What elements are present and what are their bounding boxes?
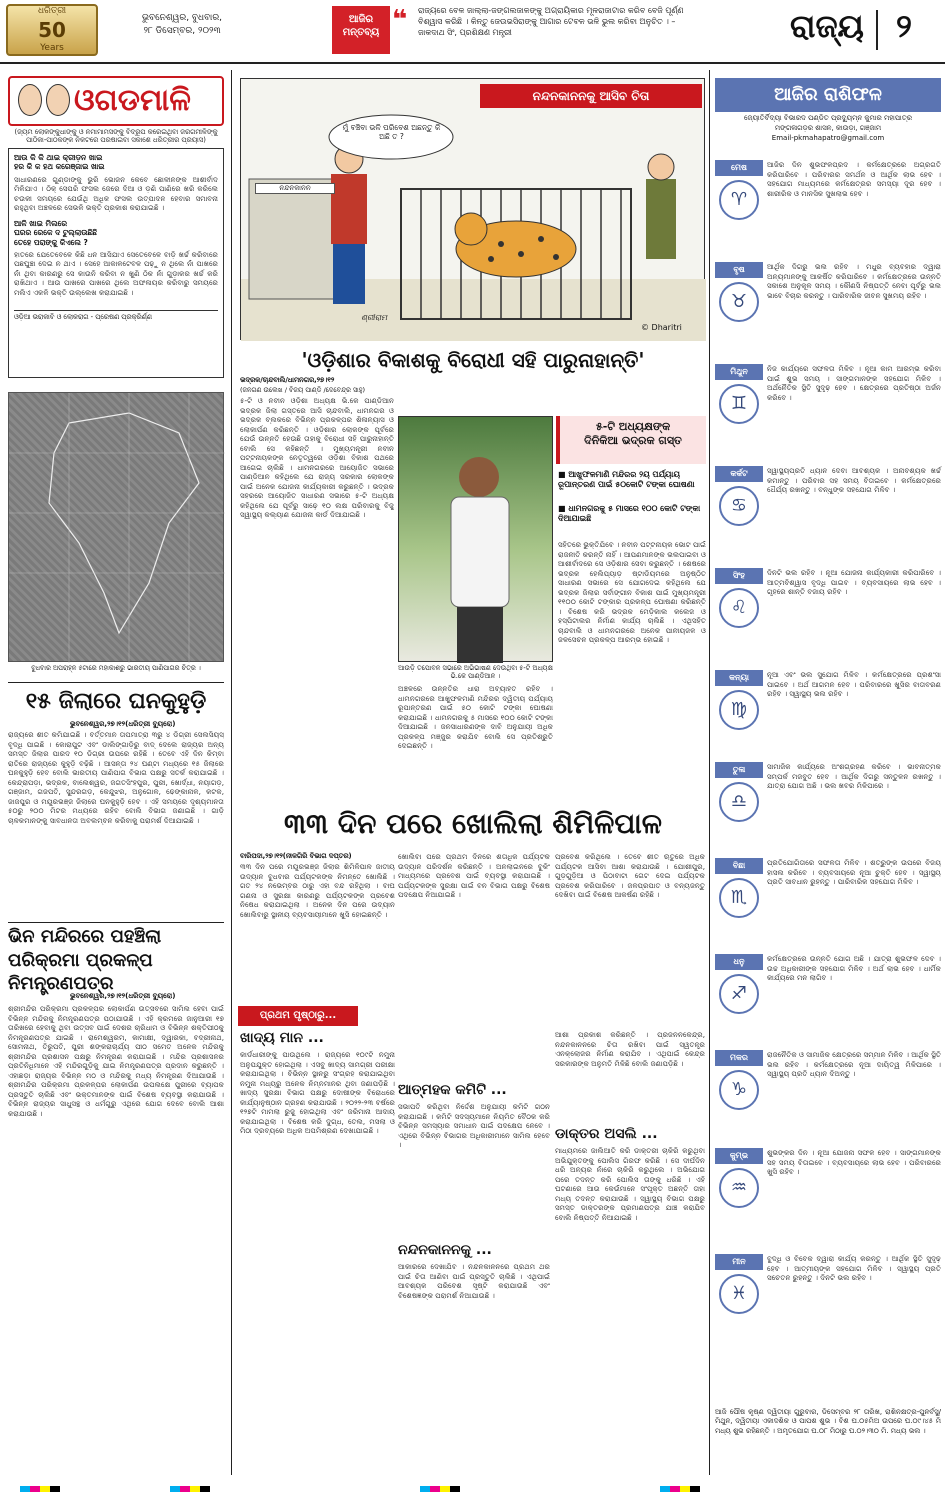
logo-text: ଧରିତ୍ରୀ <box>37 6 67 17</box>
scorpio-icon: ♏ <box>719 878 759 918</box>
similipal-body-b: ଖୋଲିବା ପରେ ପ୍ରଥମ ଦିନରେ ଶତାଧିକ ପର୍ଯ୍ୟଟକ ଉଦ୍ୟାନ ପରିଦର୍ଶନ କରିଛନ୍ତି । ଅନଲାଇନରେ ବୁକିଂ ମାଧ୍ୟମରେ ପ୍ରବେଶ ପାଇଁ ବ୍ୟବସ୍ଥା କରାଯାଇଛି । ପର୍ଯ୍ୟଟକଙ୍କ ସୁରକ୍ଷା ପାଇଁ ବନ ବିଭାଗ ପକ୍ଷରୁ ବିଶେଷ ପଦକ୍ଷେପ ନିଆଯାଇଛି । <box>398 852 550 899</box>
sidebar-heading-2: ଦିନିକିଆ ଭଦ୍ରକ ଗସ୍ତ <box>584 433 682 447</box>
sign-text: ରାଜନୈତିକ ଓ ସାମାଜିକ କ୍ଷେତ୍ରରେ ସମ୍ମାନ ମିଳିବ । ଆର୍ଥିକ ସ୍ଥିତି ଭଲ ରହିବ । କର୍ମକ୍ଷେତ୍ରରେ ନୂଆ ଦାୟିତ୍ୱ ମିଳିପାରେ । ସ୍ୱାସ୍ଥ୍ୟ ପ୍ରତି ଧ୍ୟାନ ଦିଅନ୍ତୁ । <box>767 1050 941 1078</box>
cartoon-banner: ନନ୍ଦନକାନନକୁ ଆସିବ ଚିତା <box>480 84 702 108</box>
aquarius-icon: ♒ <box>719 1168 759 1208</box>
quote-label <box>332 6 390 54</box>
horoscope-address: ମଙ୍ଗଳାଗଡ଼ର ଶାସନ, କାଉଡ଼ା, ଗଞ୍ଜାମ <box>774 123 882 132</box>
lead-photo <box>398 416 553 662</box>
section-divider <box>876 10 878 50</box>
sidebar-heading-1: ୫-ଟି ଅଧ୍ୟକ୍ଷଙ୍କ <box>595 420 671 433</box>
logo-sub: Years <box>40 42 64 53</box>
date-city: ଭୁବନେଶ୍ୱର, ବୁଧବାର, <box>141 13 223 23</box>
sign-label: ମୀନ <box>715 1254 763 1270</box>
riddle-2: ଆଳି ଖାଇ ମିଲରେ ଘରର ରେକେ ଦ ଟୁଲ୍ଲାଉଛିଛି ତେହେ ପରାଙ୍କୁ କିଏଲେ ? <box>14 218 98 247</box>
pisces-icon: ♓ <box>719 1274 759 1314</box>
sign-label: କନ୍ୟା <box>715 670 763 686</box>
date: ୨୮ ଡିସେମ୍ବର, ୨୦୨୩ <box>143 26 221 37</box>
dateline <box>112 12 252 38</box>
sign-label: ମିଥୁନ <box>715 364 763 380</box>
sign-label: ମେଷ <box>715 160 763 176</box>
panchanga-footer: ଆଜି ପୌଷ କୃଷ୍ଣ ଦ୍ୱିତୀୟା ଗୁରୁବାର, ଡିସେମ୍ବର ୨୮ ତାରିଖ, ରାଶିନକ୍ଷତ୍ର-ପୁନର୍ବସୁ/ମିଥୁନ, ଦ୍ୱିତୀୟା ଏକାଦଶିକ ଓ ପାପଶ ଶୁଭ । ବିଶ ଘ.୦୫ମିଅ ଉପରେ ଘ.୦୯।୪୫ ମି ମଧ୍ୟ ଶୁଭ ରହିଛନ୍ତି । ଅମୃତଯୋଗ ଘ.୦୮ ମିଠାରୁ ଘ.୦୨।୩୦ ମି. ମଧ୍ୟ ଭଲ । <box>715 1408 941 1435</box>
sign-text: ସ୍ୱାସ୍ଥ୍ୟପ୍ରତି ଧ୍ୟାନ ଦେବା ଆବଶ୍ୟକ । ଅନାବଶ୍ୟକ ଖର୍ଚ୍ଚ କମାନ୍ତୁ । ପରିବାର ସହ ସମୟ ବିତାଇବେ । କର୍ମକ୍ଷେତ୍ରରେ ଧୈର୍ଯ୍ୟ ରଖନ୍ତୁ । ବନ୍ଧୁଙ୍କ ସହଯୋଗ ମିଳିବ । <box>767 466 941 494</box>
lead-body-a: ୫-ଟି ଓ ନବୀନ ଓଡ଼ିଶା ଅଧ୍ୟକ୍ଷ ଭି.କେ ପାଣ୍ଡିଆନ ଭଦ୍ରକ ଜିଲା ଗସ୍ତରେ ଆସି ଚାନ୍ଦବାଲି, ଧାମନଗର ଓ ଭଦ୍ରକ ବ୍ଲକରେ ବିଭିନ୍ନ ପ୍ରକଳ୍ପର ଶିଳାନ୍ୟାସ ଓ ଲୋକାର୍ପଣ କରିଛନ୍ତି । ଓଡ଼ିଶାର ଲୋକଙ୍କ ପୂର୍ବରେ ଯେଉଁ ଉନ୍ନତି ହେଉଛି ତାହାକୁ ବିରୋଧୀ ସହି ପାରୁନାହାନ୍ତି ବୋଲି ସେ କହିଛନ୍ତି । ମୁଖ୍ୟମନ୍ତ୍ରୀ ନବୀନ ପଟ୍ଟନାୟକଙ୍କ ନେତୃତ୍ୱରେ ଓଡ଼ିଶା ବିକାଶ ପଥରେ ଆଗେଇ ଚାଲିଛି । ଧାମନଗରରେ ଆୟୋଜିତ ସଭାରେ ପାଣ୍ଡିଆନ କହିଥିଲେ ଯେ ରାଜ୍ୟ ସରକାର ଲୋକଙ୍କ ପାଇଁ ଅନେକ ଯୋଜନା କାର୍ଯ୍ୟକାରୀ କରୁଛନ୍ତି । ଭଦ୍ରକ ସହରରେ ଆୟୋଜିତ ସାଧାରଣ ସଭାରେ ୫-ଟି ଅଧ୍ୟକ୍ଷ କହିଥିଲେ ଯେ ପୂର୍ବରୁ ସାଢ଼େ ୧୦ ଲକ୍ଷ ପରିବାରକୁ ବିଜୁ ସ୍ୱାସ୍ଥ୍ୟ କଲ୍ୟାଣ ଯୋଜନା କାର୍ଡ ଦିଆଯାଇଛି । <box>240 396 394 519</box>
similipal-dateline: ବାରିପଦା,୨୭।୧୨(ନୀଳଗିରି ବିଭାଗ ଦପ୍ତର) <box>240 852 352 860</box>
cartoon-copyright: © Dharitri <box>641 323 682 332</box>
logo-years: 50 <box>38 17 66 42</box>
sign-label: ବିଛା <box>715 858 763 874</box>
sign-text: ଆଜିର ଦିନ ଶୁଭଫଳପ୍ରଦ । କର୍ମକ୍ଷେତ୍ରରେ ଅଗ୍ରଗତି କରିପାରିବେ । ପରିବାରର ସମର୍ଥନ ଓ ଆର୍ଥିକ ଲାଭ ହେବ । ସହଯୋଗ ମାଧ୍ୟମରେ କର୍ମକ୍ଷେତ୍ରର ସମସ୍ୟା ଦୂର ହେବ । ଶାରୀରିକ ଓ ମାନସିକ ସୁଖଲାଭ ହେବ । <box>767 160 941 198</box>
sidebar-bullet-1: ■ ଆଖୁଫଳମାଣି ମନ୍ଦିରର ୨ୟ ପର୍ଯ୍ୟାୟ ରୂପାନ୍ତରଣ ପାଇଁ ୫୦କୋଟି ଟଙ୍କା ଘୋଷଣା <box>558 470 695 490</box>
print-color-bar <box>420 1486 460 1492</box>
header-rule <box>0 62 945 64</box>
riddle-1-answer: ସାଧାରଣରେ ଗୁଣ୍ଡାଙ୍କୁ ଭୁରି ଭୋଜନ କେବେ ଛୋଳୀନଙ୍କ ଆଶୀର୍ବାଦ ମିଳିଯାଏ । ଠିକ୍ ସେପରି ଫସଲ ଜେରେ ଦିଆ ଓ ଡ଼ଣି ପାଣିରେ ଖରି କରିଲେ ଚଉକୀ ସମୟରେ ଯେଉଁଥି ଅଧିକ ଫସଲ ଉତ୍ପାଦନ ହେବାର ସମାବନା ରହୁଥିବା ଅଞ୍ଚଳରେ ସେଭଳି ଭକ୍ତି ପ୍ରକାଶ କରାଯାଇଛି । <box>14 174 218 213</box>
aries-icon: ♈ <box>719 180 759 220</box>
sidebar-bullet-2: ■ ଧାମନଗରକୁ ୫ ମାସରେ ୧୦୦ କୋଟି ଟଙ୍କା ଦିଆଯାଇଛି <box>558 504 701 524</box>
cartoon-speech-bubble: ମୁଁ ବଞ୍ଚିବା ଭଳି ପରିବେଶ ଅଛନ୍ତୁ କି ଅଛି ତ ? <box>342 123 441 142</box>
cartoon-drawing <box>241 79 706 341</box>
temple-headline-1: ଭିନ ମନ୍ଦିରରେ ପହଞ୍ଚିଲା <box>8 926 162 947</box>
virgo-icon: ♍ <box>719 690 759 730</box>
sign-label: ବୃଷ <box>715 262 763 278</box>
sign-simha <box>715 568 941 664</box>
sign-kumbha <box>715 1148 941 1244</box>
zoo-cont-body: ଆଶା ପ୍ରକାଶ କରିଛନ୍ତି । ପ୍ରଜନନକେନ୍ଦ୍ର, ନନ୍ଦନକାନନରେ ଚିତା ରଖିବା ପାଇଁ ସ୍ୱତନ୍ତ୍ର ଏନକ୍ଲୋଜର ନିର୍ମାଣ କରାଯିବ । ଏଥିପାଇଁ କେନ୍ଦ୍ର ସରକାରଙ୍କ ଅନୁମତି ମିଳିଛି ବୋଲି ଜଣାପଡ଼ିଛି । <box>555 1030 705 1068</box>
nandankanan-headline: ନନ୍ଦନକାନନକୁ ... <box>398 1242 492 1258</box>
horoscope-title: ଆଜିର ରାଶିଫଳ <box>715 78 941 112</box>
sign-makara <box>715 1050 941 1146</box>
continued-from-front: ପ୍ରଥମ ପୃଷ୍ଠାରୁ... <box>238 1006 358 1026</box>
food-body: କାର୍ଡଧାରୀଙ୍କୁ ପାଉଥିଲେ । ରାଜ୍ୟରେ ୧୦୯ଟି ନମୁନା ଅନୁପଯୁକ୍ତ ହୋଇଥିଲା । ଏସବୁ ଖାଦ୍ୟ ସାମଗ୍ରୀ ପରୀକ୍ଷା କରାଯାଇଥିଲା । ବିଭିନ୍ନ ସ୍ଥାନରୁ ସଂଗ୍ରହ କରାଯାଇଥିବା ନମୁନା ମଧ୍ୟରୁ ଅନେକ ନିମ୍ନମାନର ଥିବା ଜଣାପଡ଼ିଛି । ଖାଦ୍ୟ ସୁରକ୍ଷା ବିଭାଗ ପକ୍ଷରୁ ଦୋଷୀଙ୍କ ବିରୋଧରେ କାର୍ଯ୍ୟାନୁଷ୍ଠାନ ଗ୍ରହଣ କରାଯାଉଛି । ୨୦୨୨-୨୩ ବର୍ଷରେ ୧୨୭ଟି ମାମଲା ରୁଜୁ ହୋଇଥିଲା ଏବଂ ଜରିମାନା ଆଦାୟ କରାଯାଇଥିଲା । ବିଶେଷ କରି ଦୁଗ୍ଧ, ତେଲ, ମସଲା ଓ ମିଠା ଦ୍ରବ୍ୟରେ ଅଧିକ ଅପମିଶ୍ରଣ ଦେଖାଯାଇଛି । <box>240 1050 395 1135</box>
sign-text: କର୍ମକ୍ଷେତ୍ରରେ ଉନ୍ନତି ଯୋଗ ଅଛି । ଯାତ୍ରା ଶୁଭଫଳ ଦେବ । ଉଚ୍ଚ ଅଧିକାରୀଙ୍କ ସହଯୋଗ ମିଳିବ । ଅର୍ଥ ଲାଭ ହେବ । ଧାର୍ମିକ କାର୍ଯ୍ୟରେ ମନ ଲାଗିବ । <box>767 954 941 982</box>
horoscope-author: ଜ୍ୟୋତିର୍ବିଦ୍ୟା ବିଭାରଦ ପଣ୍ଡିତ ପ୍ରଦ୍ୟୁମ୍ନ କୁମାର ମହାପାତ୍ର <box>743 114 913 122</box>
sign-label: ତୁଳା <box>715 762 763 778</box>
lead-body-b: ସହିତରେ ଭୁକ୍ତିଯିବେ । ନବୀନ ପଟ୍ଟନାୟକ ଭୋଟ ପାଇଁ ରାଜନୀତି କରନ୍ତି ନାହିଁ । ଆପଣମାନଙ୍କ ଭଲପାଇବା ଓ ଆଶୀର୍ବାଦରେ ସେ ଓଡ଼ିଶାର ସେବା କରୁଛନ୍ତି । ଶେଷରେ ଭଦ୍ରକ ହେଲିପ୍ୟାଡ଼ ଷ୍ଟାଡିୟମରେ ଅନୁଷ୍ଠିତ ସାଧାରଣ ସଭାରେ ସେ ଯୋଗଦେଇ କହିଥିଲେ ଯେ ଭଦ୍ରକ ଜିଲାର ସର୍ବାଙ୍ଗୀନ ବିକାଶ ପାଇଁ ମୁଖ୍ୟମନ୍ତ୍ରୀ ୧୧୦୦ କୋଟି ଟଙ୍କାର ପ୍ରକଳ୍ପ ଘୋଷଣା କରିଛନ୍ତି । ବିଶେଷ କରି ଭଦ୍ରକ ମେଡ଼ିକାଲ କଲେଜ ଓ ହସ୍ପିଟାଲର ନିର୍ମାଣ କାର୍ଯ୍ୟ ଚାଲିଛି । ଏଥିସହିତ ଚାନ୍ଦବାଲି ଓ ଧାମନଗରରେ ଅନେକ ପାନୀୟଜଳ ଓ ଜଳସେଚନ ପ୍ରକଳ୍ପ ଆରମ୍ଭ ହୋଇଛି । <box>558 540 706 644</box>
committee-headline: ଆତ୍ମହକ କମିଟି ... <box>398 1082 507 1098</box>
masthead-logo <box>6 4 98 56</box>
sign-mithuna <box>715 364 941 460</box>
sign-text: ନିଜ କାର୍ଯ୍ୟରେ ସଫଳତା ମିଳିବ । ନୂଆ କାମ ଆରମ୍ଭ କରିବା ପାଇଁ ଶୁଭ ସମୟ । ସାଙ୍ଗମାନଙ୍କ ସହଯୋଗ ମିଳିବ । ଅର୍ଥନୈତିକ ସ୍ଥିତି ସୁଦୃଢ଼ ହେବ । କ୍ଷେତ୍ରରେ ପ୍ରତିଷ୍ଠା ଅର୍ଜନ କରିବେ । <box>767 364 941 402</box>
ogadmali-title: ଓଗଡମାଳି <box>74 83 191 118</box>
print-color-bar <box>20 1486 60 1492</box>
sign-text: ଶୁଭଙ୍କର ଦିନ । ନୂଆ ଯୋଜନା ସଫଳ ହେବ । ସାଙ୍ଗମାନଙ୍କ ସହ ସମୟ ବିତାଇବେ । ବ୍ୟବସାୟରେ ଲାଭ ହେବ । ପରିବାରରେ ଖୁସି ରହିବ । <box>767 1148 941 1176</box>
column-rule <box>231 70 232 1475</box>
sign-label: ଧନୁ <box>715 954 763 970</box>
face-icon <box>46 84 70 116</box>
cartoon <box>240 78 705 340</box>
similipal-body-c: ପ୍ରବେଶ କରିଥିଲେ । ତେବେ ଶୀତ ଋତୁରେ ଅଧିକ ପର୍ଯ୍ୟଟକ ଆସିବା ଆଶା କରାଯାଉଛି । ଯୋଶୀପୁର, ଗୁଡ଼ଗୁଡ଼ିଆ ଓ ପିଠାବାଟା ଗେଟ ଦେଇ ପର୍ଯ୍ୟଟକ ପ୍ରବେଶ କରିପାରିବେ । ଜଳପ୍ରପାତ ଓ ବନ୍ୟଜନ୍ତୁ ଦେଖିବା ପାଇଁ ବିଶେଷ ଆକର୍ଷଣ ରହିଛି । <box>555 852 705 899</box>
libra-icon: ♎ <box>719 782 759 822</box>
committee-body: ସଭାପତି କରିଥିବା ନିର୍ଦ୍ଦେଶ ଅନୁଯାୟୀ କମିଟି ଗଠନ କରାଯାଇଛି । କମିଟି ସଦସ୍ୟମାନେ ନିୟମିତ ବୈଠକ କରି ବିଭିନ୍ନ ସମସ୍ୟାର ସମାଧାନ ପାଇଁ ପଦକ୍ଷେପ ନେବେ । ଏଥିରେ ବିଭିନ୍ନ ବିଭାଗର ଅଧିକାରୀମାନେ ସାମିଲ ହେବେ । <box>398 1102 550 1149</box>
sign-brusha <box>715 262 941 358</box>
ogadmali-banner <box>8 76 224 126</box>
fog-dateline: ଭୁବନେଶ୍ୱର,୨୭।୧୨(ଧରିତ୍ରୀ ବ୍ୟୁରୋ) <box>70 720 176 728</box>
sign-label: ସିଂହ <box>715 568 763 584</box>
horoscope-email: Email-pkmahapatro@gmail.com <box>771 133 885 142</box>
lead-photo-caption: ଆଉଡ଼ି ତପୋବନ ସଭାରେ ଅଭିଭାଷଣ ଦେଉଥିବା ୫-ଟି ଅଧ୍ୟକ୍ଷ ଭି.କେ ପାଣ୍ଡିଆନ । <box>398 664 553 681</box>
quote-icon: ❝ <box>392 5 408 35</box>
cartoon-signature: ଶ୍ରୀରାମ <box>361 313 388 322</box>
temple-dateline: ଭୁବନେଶ୍ୱର,୨୭।୧୨(ଧରିତ୍ରୀ ବ୍ୟୁରୋ) <box>70 992 176 1000</box>
section-title: ରାଜ୍ୟ <box>790 7 864 45</box>
food-headline: ଖାଦ୍ୟ ମାନ ... <box>240 1030 324 1046</box>
sign-text: ଆର୍ଥିକ ଦିଗରୁ ଭଲ ରହିବ । ମଧୁର ବ୍ୟବହାର ଦ୍ୱାରା ଅନ୍ୟମାନଙ୍କୁ ଆକର୍ଷିତ କରିପାରିବେ । କର୍ମକ୍ଷେତ୍ରରେ ଉନ୍ନତି ସକାଶେ ଅନୁକୂଳ ସମୟ । କୌଣସି ନିଷ୍ପତ୍ତି ନେବା ପୂର୍ବରୁ ଭଲ ଭାବେ ବିଚାର କରନ୍ତୁ । ପାରିବାରିକ ଜୀବନ ସୁଖମୟ ରହିବ । <box>767 262 941 300</box>
temple-headline-2: ପରିକ୍ରମା ପ୍ରକଳ୍ପ ନିମନ୍ତ୍ରଣପତ୍ର <box>8 950 153 994</box>
nandankanan-body: ଆକାରରେ ଦେଖାଯିବ । ନନ୍ଦନକାନନରେ ପ୍ରଥମ ଥର ପାଇଁ ଚିତା ଆଣିବା ପାଇଁ ପ୍ରସ୍ତୁତି ଚାଲିଛି । ଏଥିପାଇଁ ଆବଶ୍ୟକ ପରିବେଶ ସୃଷ୍ଟି କରାଯାଉଛି ଏବଂ ବିଶେଷଜ୍ଞଙ୍କ ପରାମର୍ଶ ନିଆଯାଉଛି । <box>398 1262 550 1300</box>
lead-headline: 'ଓଡ଼ିଶାର ବିକାଶକୁ ବିରୋଧୀ ସହି ପାରୁନାହାନ୍ତି' <box>301 348 645 372</box>
sign-meena <box>715 1254 941 1350</box>
sign-kanya <box>715 670 941 766</box>
leo-icon: ♌ <box>719 588 759 628</box>
cartoon-zoo-sign: ନନ୍ଦନକାନନ <box>255 183 335 194</box>
sign-label: ମକର <box>715 1050 763 1066</box>
speaker-figure <box>399 417 554 663</box>
quote-label-1: ଆଜିର <box>348 14 374 25</box>
fog-body: ରାଜ୍ୟରେ ଶୀତ କମିଯାଇଛି । ବର୍ତ୍ତମାନ ତାପମାତ୍ରା ୩ରୁ ୪ ଡିଗ୍ରୀ ସେଲସିୟସ୍ ବୃଦ୍ଧି ପାଇଛି । କୋରାପୁଟ ଏବଂ ଡାଲିଙ୍ଗାଡ଼ିରୁ ବାଦ୍ ଦେଲେ ରାଜ୍ୟର ଅନ୍ୟ ସମସ୍ତ ଜିଲାର ପାରଦ ୧୦ ଡିଗ୍ରୀ ଉପରେ ରହିଛି । ତେବେ ଏହି ଦିନ କିମ୍ବା ରାତିରେ ରାଜ୍ୟରେ କୁହୁଡ଼ି ବଢ଼ିଛି । ଆସନ୍ତା ୨୪ ଘଣ୍ଟା ମଧ୍ୟରେ ୧୫ ଜିଲାରେ ଘନକୁହୁଡ଼ି ହେବ ବୋଲି ଭାରତୀୟ ପାଣିପାଗ ବିଭାଗ ପକ୍ଷରୁ ସତର୍କ କରାଯାଇଛି । କେନ୍ଦ୍ରାପଡ଼ା, ଭଦ୍ରକ, ବାଲେଶ୍ୱର, ଜଗତସିଂହପୁର, ପୁରୀ, ଖୋର୍ଦ୍ଧା, ନୟାଗଡ଼, ଗଞ୍ଜାମ, ଗଜପତି, ସୁନ୍ଦରଗଡ଼, କେନ୍ଦୁଝର, ଅନୁଗୋଳ, ଢେଙ୍କାନାଳ, କଟକ, ଜାଜପୁର ଓ ମୟୂରଭଞ୍ଜ ଜିଲାରେ ଘନକୁହୁଡ଼ି ହେବ । ଏହି ସମୟରେ ଦୃଶ୍ୟମାନତା ୫୦ରୁ ୨୦୦ ମିଟର ମଧ୍ୟରେ ରହିବ ବୋଲି ବିଭାଗ ଜଣାଇଛି । ଗାଡ଼ି ଚାଳକମାନଙ୍କୁ ସାବଧାନତା ଅବଲମ୍ବନ କରିବାକୁ ପରାମର୍ଶ ଦିଆଯାଇଛି । <box>8 730 224 825</box>
sagittarius-icon: ♐ <box>719 974 759 1014</box>
sign-label: କୁମ୍ଭ <box>715 1148 763 1164</box>
divider <box>8 922 224 923</box>
sign-text: ବୁଦ୍ଧି ଓ ବିବେକ ଦ୍ୱାରା କାର୍ଯ୍ୟ କରନ୍ତୁ । ଆର୍ଥିକ ସ୍ଥିତି ସୁଦୃଢ଼ ହେବ । ଆତ୍ମୀୟଙ୍କ ସହଯୋଗ ମିଳିବ । ସ୍ୱାସ୍ଥ୍ୟ ପ୍ରତି ସଚେତନ ରୁହନ୍ତୁ । ଦିନଟି ଭଲ ରହିବ । <box>767 1254 941 1282</box>
sign-text: ଦିନଟି ଭଲ ରହିବ । ନୂଆ ଯୋଜନା କାର୍ଯ୍ୟକାରୀ କରିପାରିବେ । ଆତ୍ମବିଶ୍ୱାସ ବୃଦ୍ଧି ପାଇବ । ବ୍ୟବସାୟରେ ଲାଭ ହେବ । ଗୃହରେ ଶାନ୍ତି ବଜାୟ ରହିବ । <box>767 568 941 596</box>
lead-sub-dateline: (ଜନଗଣ ଉଲେଖ / ବିଜୟ ପାଣ୍ଡି /ଦେବେନ୍ଦ୍ର ସାହୁ) <box>240 386 366 394</box>
quote-text: ରାଜ୍ୟରେ ବେଳ ଜାଲ୍ଲା-ଜଙ୍ଗଲଜାଳଙ୍କୁ ଅଗ୍ରାୟିକାର ମୂଳରାଜାଟାର କରିବ ବେଜି ପୂର୍ଣ୍ଣ ବିଶ୍ୱାସ କରିଛି । କିନ୍ତୁ ଜେଉଭସିରାଙ୍କୁ ଆଗାର ଟେବଳ ଭଳି ଭୁଲ କରିବା ଅନୁଚିତ । –ଜାକଦାଥ ସିଂ, ପ୍ରଶିକ୍ଷଣ ମନ୍ତ୍ରୀ <box>418 6 684 37</box>
page-number: ୨ <box>896 7 912 45</box>
sign-dhanu <box>715 954 941 1050</box>
sidebar-heading <box>556 416 706 464</box>
sign-text: ନୂଆ ଏବଂ ଭଲ ସୁଯୋଗ ମିଳିବ । କର୍ମକ୍ଷେତ୍ରରେ ପ୍ରଶଂସା ପାଇବେ । ଅର୍ଥ ଆଗମନ ହେବ । ପରିବାରରେ ଖୁସିର ବାତାବରଣ ରହିବ । ସ୍ୱାସ୍ଥ୍ୟ ଭଲ ରହିବ । <box>767 670 941 698</box>
lead-body-c: ଅଞ୍ଚଳରେ ଉନ୍ନତିର ଧାରା ଅବ୍ୟାହତ ରହିବ । ଧାମନଗରରେ ଆଖୁଫଳମାଣି ମନ୍ଦିରର ଦ୍ୱିତୀୟ ପର୍ଯ୍ୟାୟ ରୂପାନ୍ତରଣ ପାଇଁ ୫୦ କୋଟି ଟଙ୍କା ଘୋଷଣା କରାଯାଇଛି । ଧାମନଗରକୁ ୫ ମାସରେ ୧୦୦ କୋଟି ଟଙ୍କା ଦିଆଯାଇଛି । ଜନସାଧାରଣଙ୍କ ଦାବି ଅନୁଯାୟୀ ଅଧିକ ପ୍ରକଳ୍ପ ମଞ୍ଜୁର କରାଯିବ ବୋଲି ସେ ପ୍ରତିଶ୍ରୁତି ଦେଇଛନ୍ତି । <box>398 684 553 750</box>
column-rule <box>709 70 710 1475</box>
similipal-headline: ୩୩ ଦିନ ପରେ ଖୋଲିଲା ଶିମିଳିପାଳ <box>284 807 662 840</box>
satellite-image <box>8 392 224 662</box>
ogadmali-credit: ଓଡ଼ିଆ ଭରାକାବି ଓ ଲୋକରାଗ - ପ୍ରେଷଣ ପ୍ରକ୍ରିର୍ଣ୍ଣ <box>14 310 218 321</box>
taurus-icon: ♉ <box>719 282 759 322</box>
quote-label-2: ମନ୍ତବ୍ୟ <box>342 26 380 38</box>
print-color-bar <box>170 1486 210 1492</box>
sign-mesha <box>715 160 941 256</box>
lead-dateline: ଭଦ୍ରକ/ଚାନ୍ଦବାଲି/ଧାମନଗର,୨୭।୧୨ <box>240 376 335 384</box>
capricorn-icon: ♑ <box>719 1070 759 1110</box>
ogadmali-tagline: (ଜ୍ୟମ ଲୋକଙ୍କୁଧାଙ୍କୁ ଓ ନମାମାମସଙ୍କୁ ବିଦ୍ରୂପ କରେଇଥିବା ଜରଗମୀଳିଙ୍କୁ ପାଠିକା-ପାଠକଙ୍କ ନିକଟରେ ପରଷାଇବା ସକାଶେ ଧରିତ୍ରୀର ପ୍ରୟାସ) <box>14 128 218 145</box>
sign-text: ପ୍ରତିଯୋଗିତାରେ ସଫଳତା ମିଳିବ । ଶତ୍ରୁଙ୍କ ଉପରେ ବିଜୟ ହାସଲ କରିବେ । ବ୍ୟବସାୟରେ ନୂଆ ଚୁକ୍ତି ହେବ । ସ୍ୱାସ୍ଥ୍ୟ ପ୍ରତି ସାବଧାନ ରୁହନ୍ତୁ । ପାରିବାରିକ ସହଯୋଗ ମିଳିବ । <box>767 858 941 886</box>
gemini-icon: ♊ <box>719 384 759 424</box>
riddle-2-answer: ହାତରେ ଯେତେବେଳେ କିଛି ଧନ ଆସିଯାଏ ସେତେବେଳେ ବାଡ଼ି ଖର୍ଚ୍ଚ କରିବାରେ ପଛଘୁଞ୍ଚା ଦେଇ ନ ଥାଏ । ସେହେ ଆକାଳଟେବଳ ପଢ଼ୁ ନ ଥିଲେ ନାଁ ପାଖରେ ନାଁ ଥିବା କାରଣରୁ ସେ କାଉନି କରିବା ନ ଖୁଣି ଠିକ ନାଁ ଗୁଡ଼ାକର ଖର୍ଚ୍ଚ କରି ରାଖିଥାଏ । ଆଉ ପାଖରେ ପାଖରେ ଥିଲେ ଅଫଳାୟର କରିବାରୁ ସମୟରେ ମଲିଏ ଏକଳି ଭକ୍ତି ଉଲ୍ଲେଖ କରାଯାଇଛି । <box>14 249 218 297</box>
sign-bichha <box>715 858 941 954</box>
sign-label: କର୍କଟ <box>715 466 763 482</box>
cancer-icon: ♋ <box>719 486 759 526</box>
sign-karkata <box>715 466 941 562</box>
sign-tula <box>715 762 941 858</box>
doctor-headline: ଡାକ୍ତର ଅସଲି ... <box>555 1126 658 1142</box>
doctor-body: ମାଧ୍ୟମରେ ଜାଲିଆତି କରି ଡାକ୍ତରୀ ଚାକିରି କରୁଥିବା ଅଭିଯୁକ୍ତଙ୍କୁ ପୋଲିସ ଗିରଫ କରିଛି । ସେ ଦୀର୍ଘଦିନ ଧରି ଅନ୍ୟର ନାଁରେ ଚାକିରି କରୁଥିଲେ । ଅଭିଯୋଗ ପରେ ତଦନ୍ତ କରି ପୋଲିସ ତାଙ୍କୁ ଧରିଛି । ଏହି ଘଟଣାରେ ଆଉ କେଉଁମାନେ ସଂପୃକ୍ତ ଅଛନ୍ତି ତାହା ମଧ୍ୟ ତଦନ୍ତ କରାଯାଉଛି । ସ୍ୱାସ୍ଥ୍ୟ ବିଭାଗ ପକ୍ଷରୁ ସମସ୍ତ ଡାକ୍ତରଙ୍କ ପ୍ରମାଣପତ୍ର ଯାଞ୍ଚ କରାଯିବ ବୋଲି ନିଷ୍ପତ୍ତି ନିଆଯାଇଛି । <box>555 1146 705 1222</box>
divider <box>8 682 224 683</box>
similipal-body-a: ୩୩ ଦିନ ପରେ ମୟୂରଭଞ୍ଜ ଜିଲାର ଶିମିଳିପାଳ ଜାତୀୟ ଉଦ୍ୟାନ ବୁଧବାର ପର୍ଯ୍ୟଟକଙ୍କ ନିମନ୍ତେ ଖୋଲିଛି । ଗତ ୨୪ ନଭେମ୍ବର ଠାରୁ ଏହା ବନ୍ଦ ରହିଥିଲା । ବାଘ ଗଣନା ଓ ସୁରକ୍ଷା କାରଣରୁ ପର୍ଯ୍ୟଟକଙ୍କ ପ୍ରବେଶ ନିଷେଧ କରାଯାଇଥିଲା । ଅନେକ ଦିନ ପରେ ଉଦ୍ୟାନ ଖୋଲିବାରୁ ସ୍ଥାନୀୟ ବ୍ୟବସାୟୀମାନେ ଖୁସି ହୋଇଛନ୍ତି । <box>240 862 395 919</box>
temple-body: ଶ୍ରୀମନ୍ଦିର ପରିକ୍ରମା ପ୍ରକଳ୍ପର ଲୋକାର୍ପଣ ଉତ୍ସବରେ ସାମିଲ ହେବା ପାଇଁ ବିଭିନ୍ନ ମନ୍ଦିରକୁ ନିମନ୍ତ୍ରଣପତ୍ର ପଠାଯାଉଛି । ଏହି କ୍ରମରେ ଜାନୁଆରୀ ୧୭ ତାରିଖରେ ହେବାକୁ ଥିବା ଉତ୍ସବ ପାଇଁ ଦେଶର ଚାରିଧାମ ଓ ବିଭିନ୍ନ ଶକ୍ତିପୀଠକୁ ନିମନ୍ତ୍ରଣପତ୍ର ଯାଇଛି । ରାମେଶ୍ୱରମ, କାମାକ୍ଷୀ, ଦ୍ୱାରକା, ବଦ୍ରୀନାଥ, ସୋମନାଥ, ତିରୁପତି, ପୁରୀ ଶଙ୍କରାଚାର୍ଯ୍ୟ ପୀଠ ସମେତ ଅନେକ ମନ୍ଦିରକୁ ଶ୍ରୀମନ୍ଦିର ପ୍ରଶାସନ ପକ୍ଷରୁ ନିମନ୍ତ୍ରଣ କରାଯାଇଛି । ମନ୍ଦିର ପ୍ରଶାସନର ପ୍ରତିନିଧିମାନେ ଏହି ମନ୍ଦିରଗୁଡ଼ିକୁ ଯାଇ ନିମନ୍ତ୍ରଣପତ୍ର ପ୍ରଦାନ କରୁଛନ୍ତି । ଏହାଛଡ଼ା ରାଜ୍ୟର ବିଭିନ୍ନ ମଠ ଓ ମନ୍ଦିରକୁ ମଧ୍ୟ ନିମନ୍ତ୍ରଣ ଦିଆଯାଉଛି । ଶ୍ରୀମନ୍ଦିର ପରିକ୍ରମା ପ୍ରକଳ୍ପର ଲୋକାର୍ପଣ ଉପଲକ୍ଷେ ପୁରୀରେ ବ୍ୟାପକ ପ୍ରସ୍ତୁତି ଚାଲିଛି ଏବଂ ଭକ୍ତମାନଙ୍କ ପାଇଁ ବିଶେଷ ବ୍ୟବସ୍ଥା କରାଯାଉଛି । ବିଭିନ୍ନ ରାଜ୍ୟର ସାଧୁସନ୍ଥ ଓ ଧର୍ମଗୁରୁ ଏଥିରେ ଯୋଗ ଦେବେ ବୋଲି ଆଶା କରାଯାଉଛି । <box>8 1004 224 1118</box>
fog-headline: ୧୫ ଜିଲାରେ ଘନକୁହୁଡ଼ି <box>25 689 207 714</box>
riddle-1: ଆଉ କି କି ଥାଇ କ୍ରୀଡ଼ନ ଖାଇ ହର କି କ ହଥ କରେଞ୍ଜାଇ ଖାଇ <box>14 153 105 172</box>
face-icon <box>18 84 42 116</box>
horoscope-byline <box>715 114 941 143</box>
ogadmali-box <box>8 148 224 378</box>
print-color-bar <box>660 1486 700 1492</box>
satellite-caption: ବୁଧବାର ଅପରାହ୍ନ ୫ଟାରେ ମହାକାଶରୁ ଭାରତୀୟ ପାଣିପାଗର ଚିତ୍ର । <box>31 664 201 672</box>
india-map-outline <box>9 393 225 663</box>
sign-text: ସାମାଜିକ କାର୍ଯ୍ୟରେ ଅଂଶଗ୍ରହଣ କରିବେ । ଭାବନାତ୍ମକ ସମ୍ପର୍କ ମଜବୁତ ହେବ । ଆର୍ଥିକ ଦିଗରୁ ସନ୍ତୁଳନ ରଖନ୍ତୁ । ଯାତ୍ରା ଯୋଗ ଅଛି । ଭଲ ଖବର ମିଳିପାରେ । <box>767 762 941 790</box>
